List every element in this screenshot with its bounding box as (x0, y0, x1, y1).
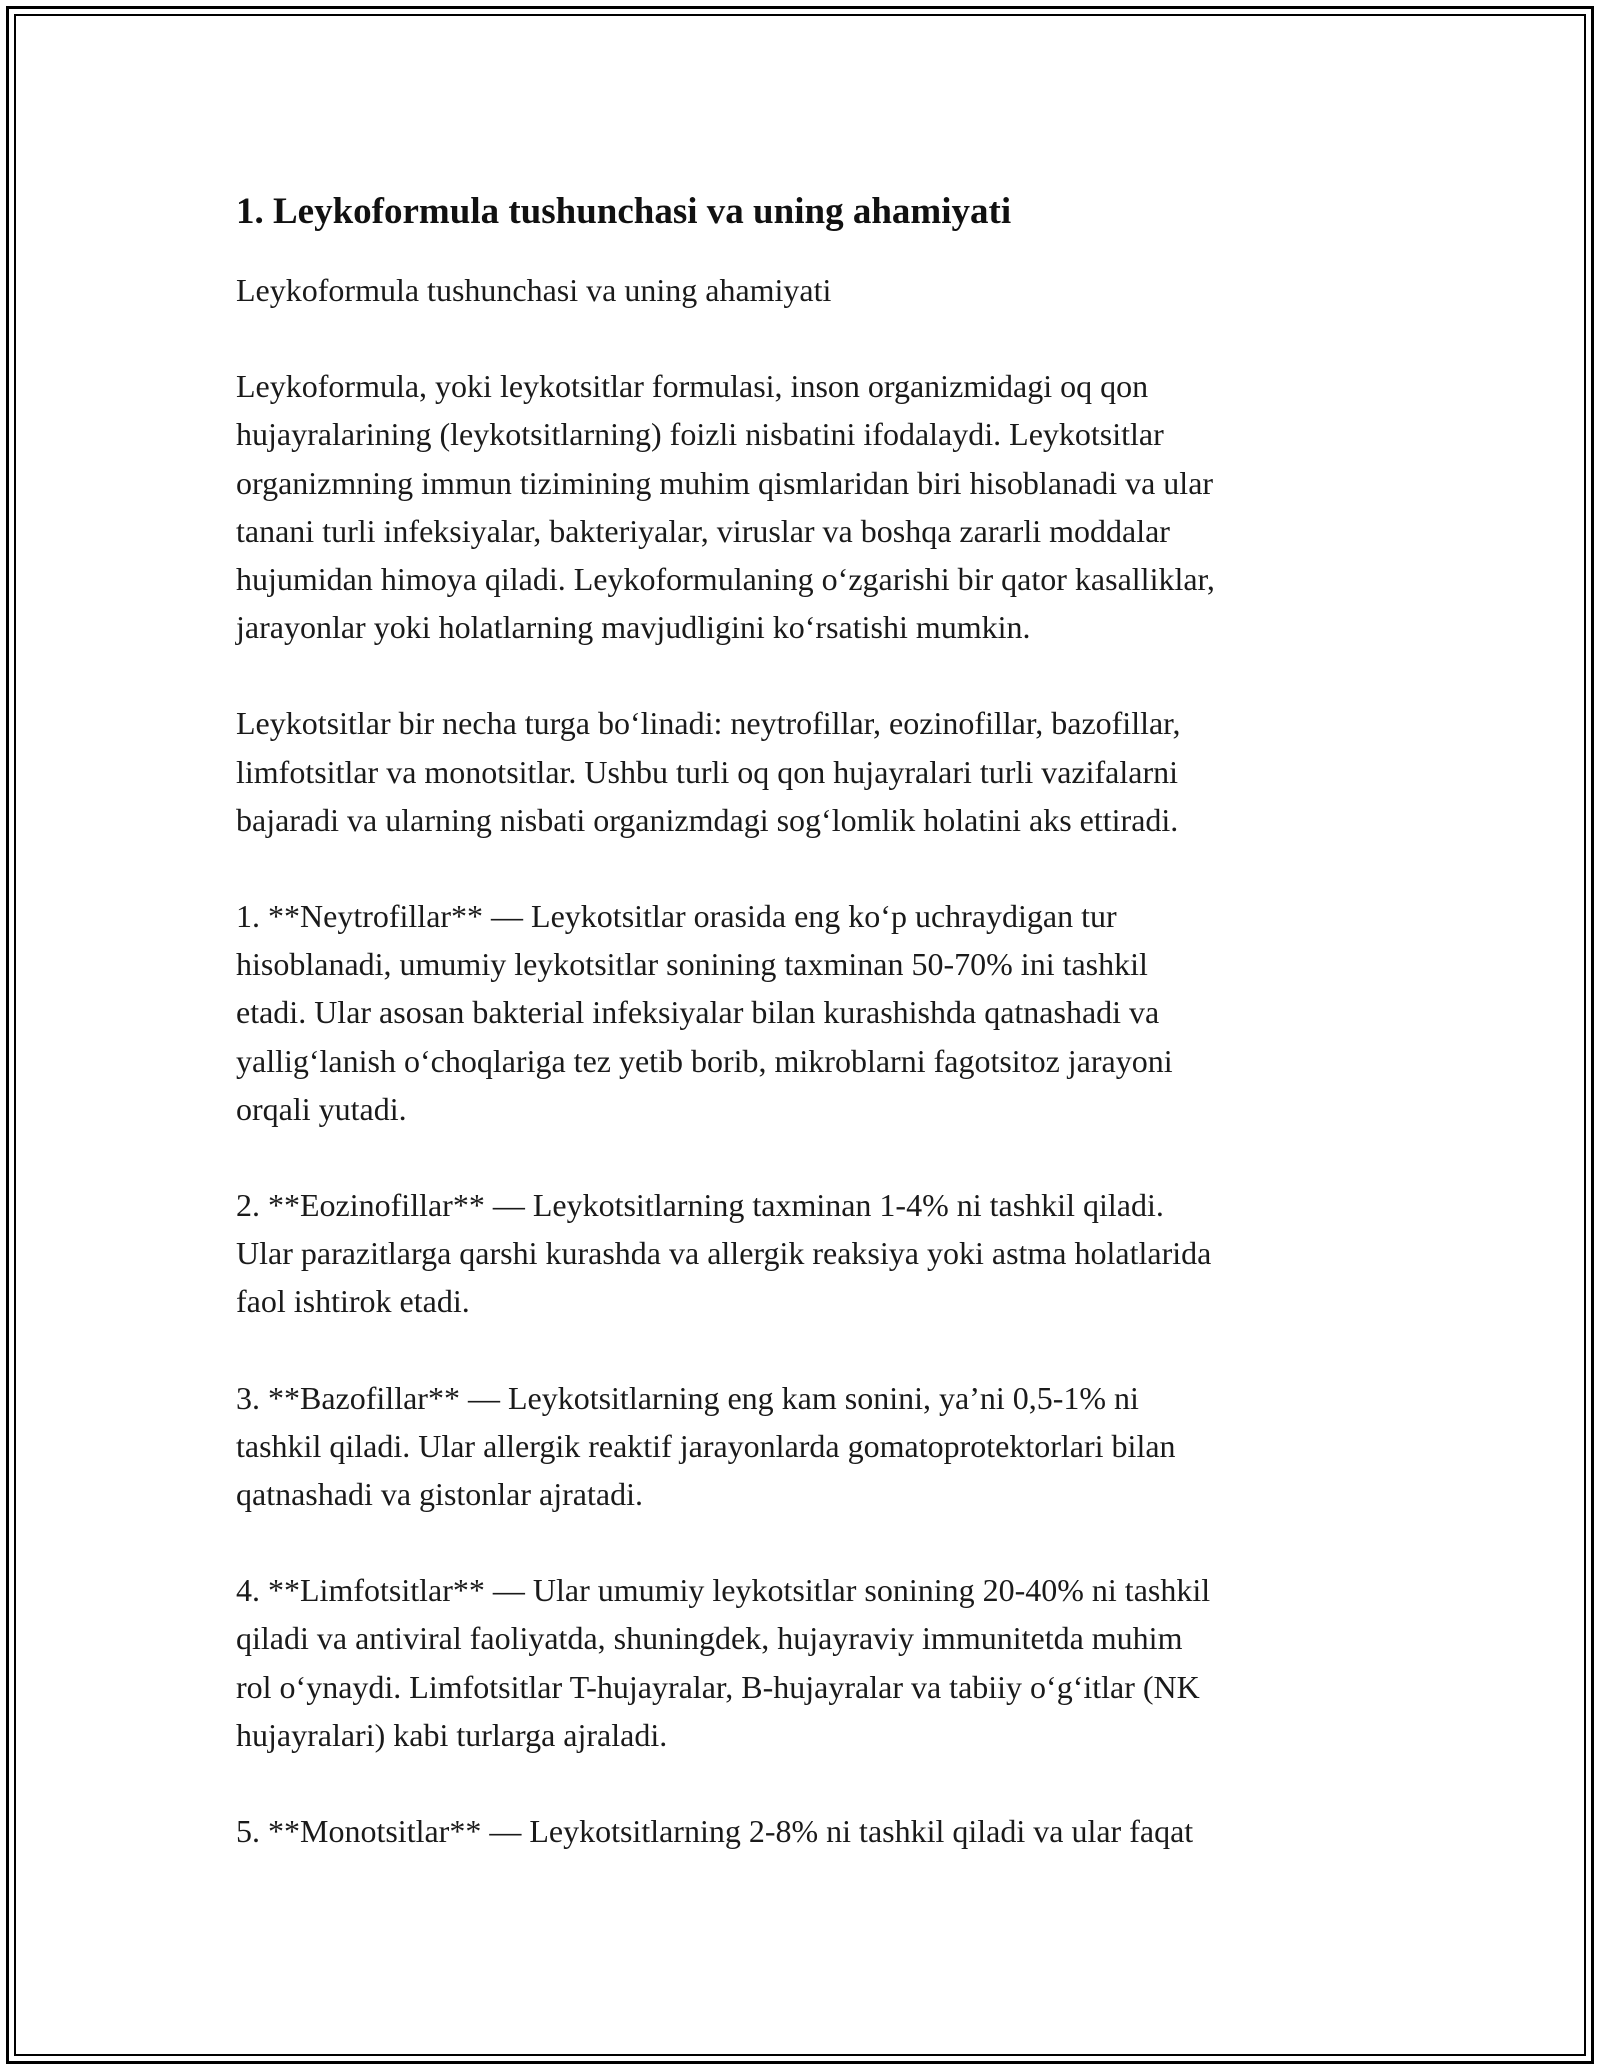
list-item-eosinophils: 2. **Eozinofillar** — Leykotsitlarning taxminan 1-4% ni tashkil qiladi. Ular parazitlarga qarshi kurashda va allergik reaksiya yoki astma holatlarida faol ishtirok etadi. (236, 1187, 1212, 1320)
document-subtitle: Leykoformula tushunchasi va uning ahamiyati (236, 272, 832, 308)
paragraph-types: Leykotsitlar bir necha turga bo‘linadi: neytrofillar, eozinofillar, bazofillar, limfotsitlar va monotsitlar. Ushbu turli oq qon hujayralari turli vazifalarni bajaradi va ularning nisbati organizmdagi sog‘lomlik holatini aks ettiradi. (236, 705, 1181, 838)
paragraph-intro: Leykoformula, yoki leykotsitlar formulasi, inson organizmidagi oq qon hujayralarining (leykotsitlarning) foizli nisbatini ifodalaydi. Leykotsitlar organizmning immun tizimining muhim qismlaridan biri hisoblanadi va ular tanani turli infeksiyalar, bakteriyalar, viruslar va boshqa zararli moddalar hujumidan himoya qiladi. Leykoformulaning o‘zgarishi bir qator kasalliklar, jarayonlar yoki holatlarning mavjudligini ko‘rsatishi mumkin. (236, 368, 1215, 646)
document-heading: 1. Leykoformula tushunchasi va uning ahamiyati (236, 191, 1012, 232)
list-item-lymphocytes: 4. **Limfotsitlar** — Ular umumiy leykotsitlar sonining 20-40% ni tashkil qiladi va antiviral faoliyatda, shuningdek, hujayraviy immunitetda muhim rol o‘ynaydi. Limfotsitlar T-hujayralar, B-hujayralar va tabiiy o‘g‘itlar (NK hujayralari) kabi turlarga ajraladi. (236, 1572, 1211, 1753)
document-body (236, 186, 1366, 1903)
list-item-neutrophils: 1. **Neytrofillar** — Leykotsitlar orasida eng ko‘p uchraydigan tur hisoblanadi, umumiy leykotsitlar sonining taxminan 50-70% ini tashkil etadi. Ular asosan bakterial infeksiyalar bilan kurashishda qatnashadi va yallig‘lanish o‘choqlariga tez yetib borib, mikroblarni fagotsitoz jarayoni orqali yutadi. (236, 898, 1173, 1127)
list-item-basophils: 3. **Bazofillar** — Leykotsitlarning eng kam sonini, ya’ni 0,5-1% ni tashkil qiladi. Ular allergik reaktif jarayonlarda gomatoprotektorlari bilan qatnashadi va gistonlar ajratadi. (236, 1379, 1176, 1513)
list-item-monocytes: 5. **Monotsitlar** — Leykotsitlarning 2-8% ni tashkil qiladi va ular faqat (236, 1813, 1194, 1850)
